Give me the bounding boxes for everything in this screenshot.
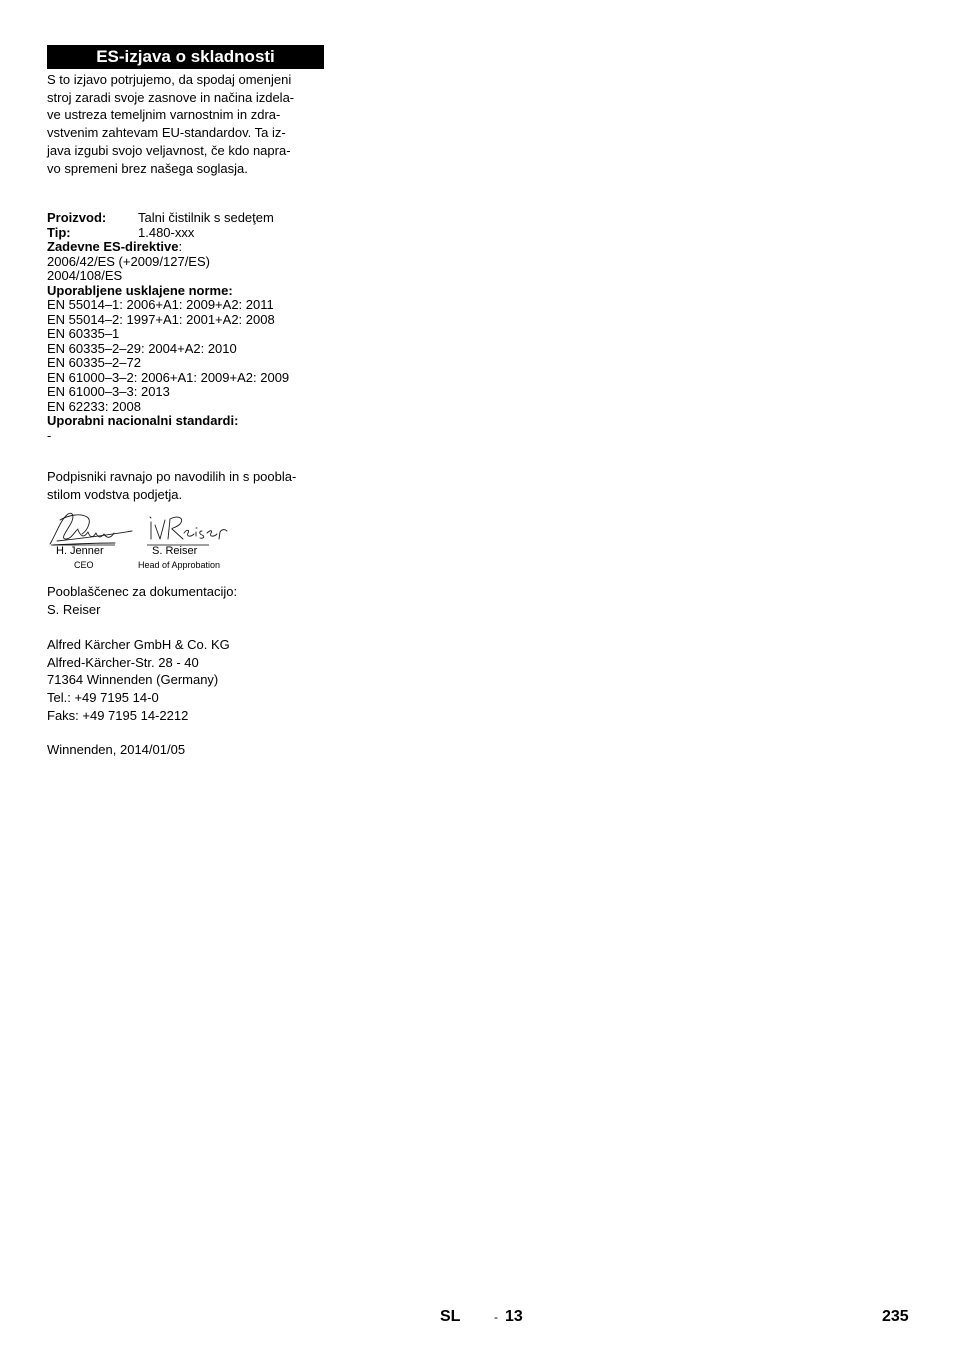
product-value: Talni čistilnik s sedeţem: [138, 210, 274, 225]
type-value: 1.480-xxx: [138, 224, 195, 240]
place-date-text: Winnenden, 2014/01/05: [47, 742, 186, 757]
right-signature-stroke: [207, 531, 217, 536]
type-row: [47, 226, 347, 241]
company-line: 71364 Winnenden (Germany): [47, 672, 219, 688]
company-address: [47, 636, 230, 725]
right-signature-stroke: [200, 531, 204, 538]
norm-item: EN 60335–2–29: 2004+A2: 2010: [47, 340, 237, 356]
intro-paragraph: [47, 71, 327, 177]
left-signer-role: CEO: [74, 560, 94, 570]
norm-item: EN 61000–3–3: 2013: [47, 384, 170, 399]
directive-item: 2004/108/ES: [47, 268, 123, 283]
product-label: Proizvod:: [47, 210, 107, 225]
documentation-name: S. Reiser: [47, 601, 101, 617]
product-row: [47, 211, 347, 226]
documentation-label: Pooblaščenec za dokumentacijo:: [47, 584, 238, 599]
directives-colon: :: [178, 239, 183, 254]
directive-item: 2006/42/ES (+2009/127/ES): [47, 253, 210, 269]
footer-section-page: 13: [505, 1308, 523, 1325]
company-line: Tel.: +49 7195 14-0: [47, 690, 159, 706]
signers-note-line: stilom vodstva podjetja.: [47, 486, 183, 502]
footer-page-number: 235: [882, 1308, 909, 1325]
company-line: Faks: +49 7195 14-2212: [47, 707, 189, 723]
footer-language: SL: [440, 1308, 461, 1325]
signers-note-line: Podpisniki ravnajo po navodilih in s poobla-: [47, 469, 297, 484]
national-standards-value: -: [47, 427, 52, 443]
right-signature-stroke: [219, 530, 227, 539]
intro-line: S to izjavo potrjujemo, da spodaj omenjeni: [47, 72, 292, 87]
footer-dash: -: [494, 1310, 498, 1324]
norms-label: Uporabljene usklajene norme:: [47, 282, 233, 298]
intro-line: vstvenim zahtevam EU-standardov. Ta iz-: [47, 125, 286, 141]
right-signer-role: Head of Approbation: [138, 560, 221, 570]
norm-item: EN 61000–3–2: 2006+A1: 2009+A2: 2009: [47, 369, 290, 385]
national-standards-label: Uporabni nacionalni standardi:: [47, 413, 239, 428]
left-signature-stroke: [57, 531, 132, 541]
directives-label: Zadevne ES-direktive: [47, 239, 179, 254]
page-title: ES-izjava o skladnosti: [47, 45, 324, 69]
intro-line: java izgubi svojo veljavnost, če kdo napra-: [47, 142, 291, 158]
norm-item: EN 55014–2: 1997+A1: 2001+A2: 2008: [47, 311, 275, 327]
right-signature-stroke: [168, 517, 183, 539]
right-signature-stroke: [184, 530, 194, 536]
norm-item: EN 55014–1: 2006+A1: 2009+A2: 2011: [47, 297, 274, 312]
intro-line: vo spremeni brez našega soglasja.: [47, 160, 248, 176]
norm-item: EN 60335–2–72: [47, 355, 141, 370]
company-line: Alfred-Kärcher-Str. 28 - 40: [47, 654, 199, 670]
norm-item: EN 62233: 2008: [47, 398, 141, 414]
left-signer-name: H. Jenner: [56, 545, 104, 557]
signers-note: [47, 468, 296, 503]
intro-line: stroj zaradi svoje zasnove in načina izdela-: [47, 89, 295, 105]
norm-item: EN 60335–1: [47, 326, 120, 341]
right-signer-name: S. Reiser: [152, 545, 198, 557]
company-line: Alfred Kärcher GmbH & Co. KG: [47, 637, 230, 652]
documentation-officer: [47, 583, 237, 618]
place-date: [47, 741, 185, 759]
signature-block: [47, 508, 237, 574]
left-signature-stroke: [60, 515, 89, 534]
product-specs: [47, 211, 347, 443]
intro-line: ve ustreza temeljnim varnostnim in zdra-: [47, 107, 281, 123]
right-signature-stroke: [196, 528, 197, 536]
type-label: Tip:: [47, 224, 71, 240]
directives-heading: [47, 240, 347, 255]
